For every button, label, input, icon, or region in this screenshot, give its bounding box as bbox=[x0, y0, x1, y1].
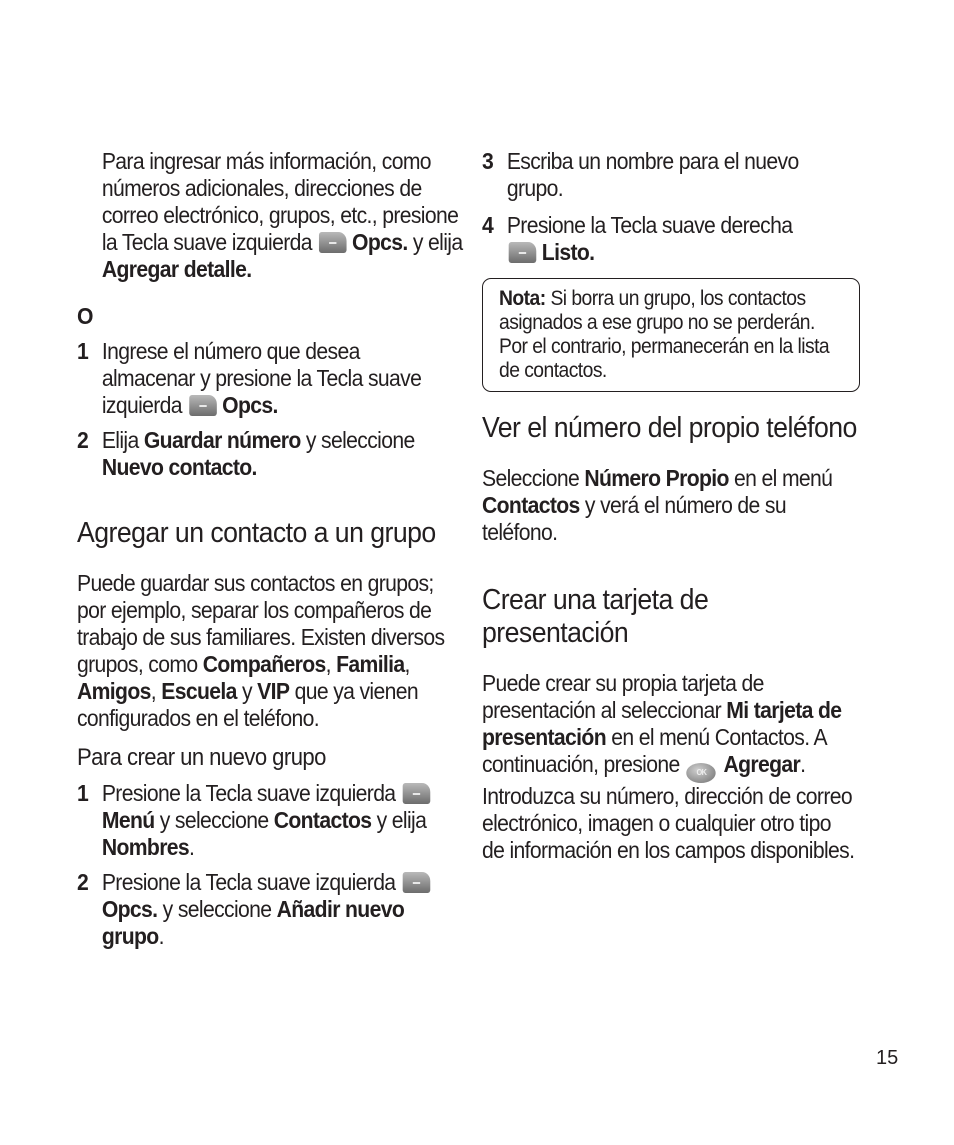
grupo-companeros: Compañeros bbox=[202, 651, 326, 677]
step-number: 1 bbox=[77, 338, 89, 364]
note-label: Nota: bbox=[499, 287, 546, 310]
step-text: Presione la Tecla suave izquierda bbox=[101, 869, 396, 895]
left-column bbox=[77, 148, 463, 958]
step-number: 2 bbox=[77, 869, 89, 895]
separator: , bbox=[404, 651, 410, 677]
separator: y bbox=[241, 678, 252, 704]
right-column bbox=[482, 148, 860, 864]
opcs-label: Opcs. bbox=[101, 896, 158, 922]
guardar-numero: Guardar número bbox=[143, 427, 301, 453]
nombres-label: Nombres bbox=[101, 834, 190, 860]
step-opcs: Opcs. bbox=[222, 392, 278, 418]
grupo-vip: VIP bbox=[257, 678, 290, 704]
intro-agregar-detalle: Agregar detalle. bbox=[101, 256, 252, 282]
step-text: y elija bbox=[376, 807, 427, 833]
intro-opcs: Opcs. bbox=[352, 229, 408, 255]
grupo-familia: Familia bbox=[336, 651, 405, 677]
step-1 bbox=[77, 338, 453, 419]
paragraph-text: en el menú bbox=[734, 465, 833, 491]
paragraph-text: que ya vienen configurados en el teléfono. bbox=[77, 678, 418, 731]
group-step-1 bbox=[77, 780, 453, 861]
intro-text: Para ingresar más información, como números adicionales, direcciones de correo electrónico, grupos, etc., presione la Tecla suave izquierda bbox=[101, 148, 459, 255]
contactos-label: Contactos bbox=[482, 492, 580, 518]
group-step-2 bbox=[77, 869, 453, 950]
group-step-3 bbox=[482, 148, 858, 202]
numero-paragraph bbox=[482, 465, 858, 546]
anadir-grupo-label: Añadir nuevo grupo bbox=[101, 896, 405, 949]
separator: . bbox=[158, 923, 164, 949]
left-softkey-icon bbox=[319, 232, 347, 253]
left-softkey-icon bbox=[403, 872, 431, 893]
intro-paragraph bbox=[77, 148, 477, 283]
paragraph-text: Puede crear su propia tarjeta de presentación al seleccionar bbox=[482, 670, 764, 723]
mi-tarjeta-label: Mi tarjeta de presentación bbox=[482, 697, 842, 750]
paragraph-text: Puede guardar sus contactos en grupos; por ejemplo, separar los compañeros de trabajo de sus familiares. Existen diversos grupos, como bbox=[77, 570, 445, 677]
paragraph-text: Seleccione bbox=[482, 465, 580, 491]
separator: , bbox=[150, 678, 156, 704]
note-text: Si borra un grupo, los contactos asignados a ese grupo no se perderán. Por el contrario, permanecerán en la lista de contactos. bbox=[499, 287, 830, 382]
nuevo-contacto: Nuevo contacto. bbox=[101, 454, 257, 480]
page-number: 15 bbox=[876, 1047, 899, 1069]
note-box bbox=[482, 278, 860, 392]
subheading-crear-grupo: Para crear un nuevo grupo bbox=[77, 744, 326, 771]
step-text: y seleccione bbox=[159, 807, 269, 833]
or-label: O bbox=[77, 303, 93, 329]
heading-agregar-grupo: Agregar un contacto a un grupo bbox=[77, 517, 436, 549]
paragraph-text: en el menú Contactos. A continuación, presione bbox=[482, 724, 826, 777]
heading-ver-numero: Ver el número del propio teléfono bbox=[482, 412, 857, 444]
paragraph-text: . Introduzca su número, dirección de correo electrónico, imagen o cualquier otro tipo de información en los campos disponibles. bbox=[482, 751, 855, 863]
step-text: Presione la Tecla suave izquierda bbox=[101, 780, 396, 806]
grupo-paragraph bbox=[77, 570, 453, 732]
separator: , bbox=[325, 651, 331, 677]
grupo-escuela: Escuela bbox=[161, 678, 237, 704]
right-softkey-icon bbox=[509, 242, 537, 263]
ok-key-icon: OK bbox=[687, 763, 716, 783]
step-text: Elija bbox=[101, 427, 139, 453]
separator: . bbox=[189, 834, 195, 860]
listo-label: Listo. bbox=[541, 239, 595, 265]
group-step-4 bbox=[482, 212, 858, 266]
agregar-label: Agregar bbox=[723, 751, 801, 777]
step-text: y seleccione bbox=[162, 896, 272, 922]
step-number: 4 bbox=[482, 212, 494, 238]
intro-elija: y elija bbox=[412, 229, 463, 255]
step-text: y seleccione bbox=[305, 427, 415, 453]
step-text: Escriba un nombre para el nuevo grupo. bbox=[506, 148, 799, 201]
grupo-amigos: Amigos bbox=[77, 678, 151, 704]
heading-crear-tarjeta: Crear una tarjeta de presentación bbox=[482, 584, 709, 649]
step-number: 3 bbox=[482, 148, 494, 174]
step-number: 2 bbox=[77, 427, 89, 453]
paragraph-text: y verá el número de su teléfono. bbox=[482, 492, 786, 545]
tarjeta-paragraph bbox=[482, 670, 858, 864]
left-softkey-icon bbox=[403, 783, 431, 804]
step-2 bbox=[77, 427, 453, 481]
step-number: 1 bbox=[77, 780, 89, 806]
contactos-label: Contactos bbox=[273, 807, 372, 833]
step-text: Ingrese el número que desea almacenar y presione la Tecla suave izquierda bbox=[101, 338, 422, 418]
numero-propio-label: Número Propio bbox=[584, 465, 729, 491]
menu-label: Menú bbox=[101, 807, 155, 833]
step-text: Presione la Tecla suave derecha bbox=[506, 212, 793, 238]
left-softkey-icon bbox=[189, 395, 217, 416]
